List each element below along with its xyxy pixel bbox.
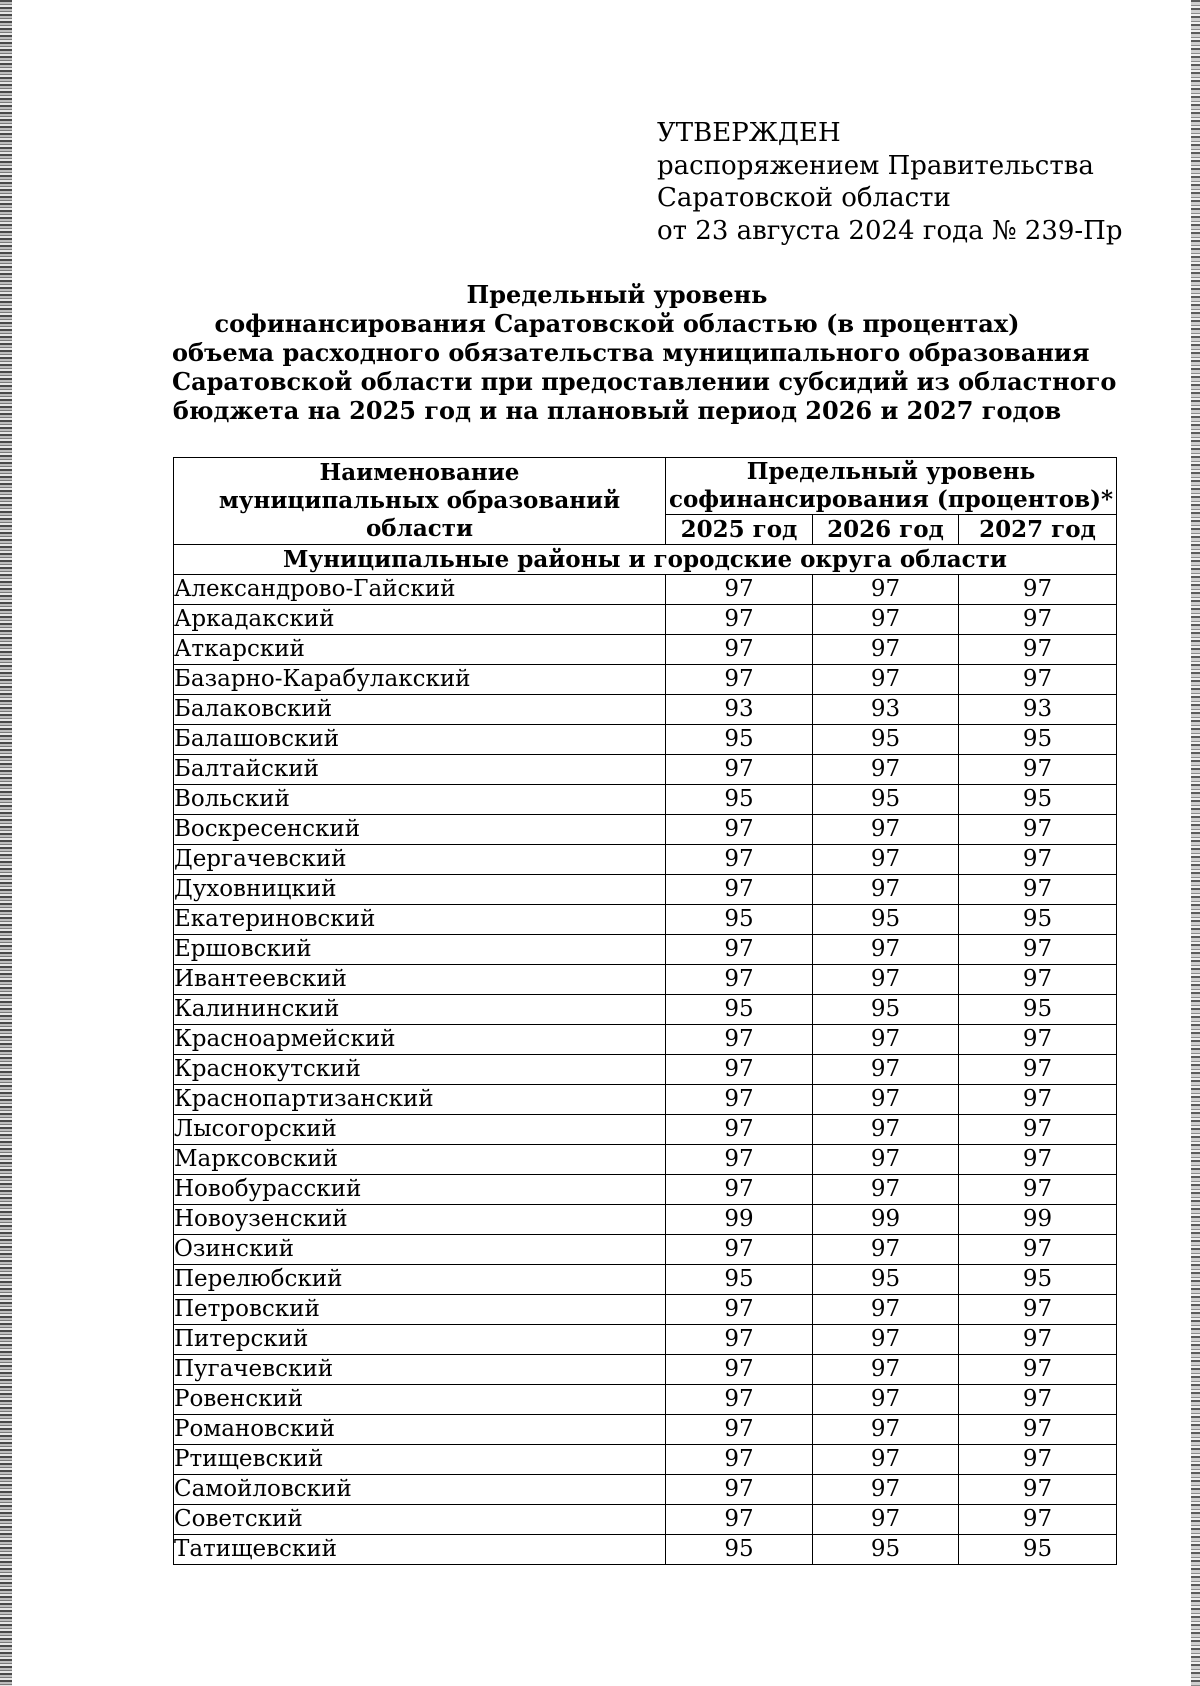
- municipality-name-cell: Балашовский: [174, 725, 666, 755]
- cofinancing-2027-cell: 97: [959, 1025, 1117, 1055]
- cofinancing-2026-cell: 95: [813, 785, 959, 815]
- title-line-4: Саратовской области при предоставлении субсидий из областного: [172, 367, 1117, 396]
- municipality-name-cell: Красноармейский: [174, 1025, 666, 1055]
- header-name-line-1: Наименование: [319, 459, 520, 486]
- approval-date-line: от 23 августа 2024 года № 239-Пр: [657, 215, 1123, 246]
- cofinancing-2026-cell: 95: [813, 995, 959, 1025]
- cofinancing-2027-cell: 97: [959, 875, 1117, 905]
- table-row: [174, 665, 1117, 695]
- table-row: [174, 605, 1117, 635]
- cofinancing-2025-cell: 97: [666, 965, 813, 995]
- cofinancing-2026-cell: 93: [813, 695, 959, 725]
- cofinancing-2026-cell: 97: [813, 1505, 959, 1535]
- cofinancing-2027-cell: 97: [959, 1145, 1117, 1175]
- municipality-name-cell: Дергачевский: [174, 845, 666, 875]
- cofinancing-2025-cell: 97: [666, 1355, 813, 1385]
- municipality-name-cell: Советский: [174, 1505, 666, 1535]
- cofinancing-2027-cell: 97: [959, 665, 1117, 695]
- table-row: [174, 1175, 1117, 1205]
- cofinancing-2025-cell: 95: [666, 995, 813, 1025]
- header-level-cell: [666, 458, 1117, 515]
- municipality-name-cell: Питерский: [174, 1325, 666, 1355]
- municipality-name-cell: Ровенский: [174, 1385, 666, 1415]
- cofinancing-2025-cell: 97: [666, 1295, 813, 1325]
- year-2027-header: 2027 год: [959, 515, 1117, 545]
- cofinancing-2026-cell: 97: [813, 1475, 959, 1505]
- cofinancing-2026-cell: 97: [813, 635, 959, 665]
- table-row: [174, 995, 1117, 1025]
- cofinancing-2027-cell: 95: [959, 905, 1117, 935]
- scan-edge-left: [0, 0, 12, 1686]
- municipality-name-cell: Новобурасский: [174, 1175, 666, 1205]
- cofinancing-2025-cell: 97: [666, 665, 813, 695]
- cofinancing-2025-cell: 97: [666, 1235, 813, 1265]
- cofinancing-2026-cell: 97: [813, 845, 959, 875]
- municipality-name-cell: Базарно-Карабулакский: [174, 665, 666, 695]
- cofinancing-2026-cell: 97: [813, 1025, 959, 1055]
- cofinancing-2027-cell: 99: [959, 1205, 1117, 1235]
- cofinancing-2025-cell: 97: [666, 635, 813, 665]
- cofinancing-2026-cell: 97: [813, 1295, 959, 1325]
- cofinancing-2027-cell: 93: [959, 695, 1117, 725]
- cofinancing-2025-cell: 97: [666, 605, 813, 635]
- cofinancing-2026-cell: 95: [813, 1265, 959, 1295]
- cofinancing-2025-cell: 97: [666, 1505, 813, 1535]
- municipality-name-cell: Ивантеевский: [174, 965, 666, 995]
- cofinancing-2027-cell: 97: [959, 575, 1117, 605]
- table-row: [174, 905, 1117, 935]
- table-row: [174, 845, 1117, 875]
- municipality-name-cell: Аткарский: [174, 635, 666, 665]
- cofinancing-2026-cell: 97: [813, 605, 959, 635]
- cofinancing-2025-cell: 97: [666, 815, 813, 845]
- cofinancing-2025-cell: 97: [666, 875, 813, 905]
- table-row: [174, 1115, 1117, 1145]
- municipality-name-cell: Духовницкий: [174, 875, 666, 905]
- table-row: [174, 1055, 1117, 1085]
- cofinancing-2026-cell: 97: [813, 755, 959, 785]
- cofinancing-2026-cell: 99: [813, 1205, 959, 1235]
- cofinancing-2026-cell: 97: [813, 1385, 959, 1415]
- cofinancing-2027-cell: 97: [959, 635, 1117, 665]
- municipality-name-cell: Перелюбский: [174, 1265, 666, 1295]
- cofinancing-2027-cell: 97: [959, 755, 1117, 785]
- cofinancing-2027-cell: 97: [959, 1385, 1117, 1415]
- approval-order-line: распоряжением Правительства: [657, 150, 1094, 181]
- cofinancing-2025-cell: 97: [666, 1325, 813, 1355]
- cofinancing-2026-cell: 97: [813, 935, 959, 965]
- cofinancing-2025-cell: 95: [666, 785, 813, 815]
- cofinancing-2027-cell: 95: [959, 785, 1117, 815]
- cofinancing-2027-cell: 97: [959, 1445, 1117, 1475]
- table-row: [174, 635, 1117, 665]
- municipality-name-cell: Пугачевский: [174, 1355, 666, 1385]
- cofinancing-2025-cell: 97: [666, 1475, 813, 1505]
- cofinancing-2026-cell: 97: [813, 1115, 959, 1145]
- municipality-name-cell: Марксовский: [174, 1145, 666, 1175]
- cofinancing-2025-cell: 97: [666, 755, 813, 785]
- cofinancing-2026-cell: 97: [813, 965, 959, 995]
- header-name-line-2: муниципальных образований области: [218, 487, 621, 542]
- table-row: [174, 965, 1117, 995]
- section-row: [174, 545, 1117, 575]
- municipality-name-cell: Балаковский: [174, 695, 666, 725]
- cofinancing-2026-cell: 97: [813, 1175, 959, 1205]
- cofinancing-2026-cell: 97: [813, 1235, 959, 1265]
- municipality-name-cell: Романовский: [174, 1415, 666, 1445]
- table-row: [174, 1325, 1117, 1355]
- cofinancing-2026-cell: 97: [813, 1085, 959, 1115]
- cofinancing-2027-cell: 95: [959, 1265, 1117, 1295]
- table-row: [174, 1025, 1117, 1055]
- section-title: Муниципальные районы и городские округа области: [174, 545, 1117, 575]
- document-title: [172, 280, 1117, 425]
- cofinancing-2026-cell: 97: [813, 1325, 959, 1355]
- cofinancing-2025-cell: 97: [666, 845, 813, 875]
- cofinancing-2027-cell: 97: [959, 965, 1117, 995]
- municipality-name-cell: Вольский: [174, 785, 666, 815]
- table-row: [174, 1415, 1117, 1445]
- table-row: [174, 1145, 1117, 1175]
- municipality-name-cell: Краснокутский: [174, 1055, 666, 1085]
- cofinancing-2026-cell: 97: [813, 1415, 959, 1445]
- cofinancing-2027-cell: 97: [959, 1355, 1117, 1385]
- cofinancing-2027-cell: 97: [959, 1115, 1117, 1145]
- cofinancing-2026-cell: 97: [813, 1355, 959, 1385]
- municipality-name-cell: Татищевский: [174, 1535, 666, 1565]
- scan-edge-right: [1191, 0, 1200, 1686]
- cofinancing-2027-cell: 97: [959, 605, 1117, 635]
- cofinancing-2026-cell: 97: [813, 875, 959, 905]
- table-row: [174, 785, 1117, 815]
- cofinancing-2027-cell: 95: [959, 1535, 1117, 1565]
- municipality-name-cell: Балтайский: [174, 755, 666, 785]
- cofinancing-2025-cell: 97: [666, 1145, 813, 1175]
- municipality-name-cell: Екатериновский: [174, 905, 666, 935]
- cofinancing-2025-cell: 97: [666, 1445, 813, 1475]
- municipality-name-cell: Ртищевский: [174, 1445, 666, 1475]
- cofinancing-2025-cell: 97: [666, 935, 813, 965]
- table-row: [174, 1235, 1117, 1265]
- cofinancing-2027-cell: 97: [959, 1415, 1117, 1445]
- table-row: [174, 575, 1117, 605]
- header-name-cell: [174, 458, 666, 545]
- cofinancing-2027-cell: 97: [959, 1085, 1117, 1115]
- table-row: [174, 695, 1117, 725]
- municipality-name-cell: Петровский: [174, 1295, 666, 1325]
- table-row: [174, 1445, 1117, 1475]
- table-row: [174, 1475, 1117, 1505]
- cofinancing-2026-cell: 97: [813, 1145, 959, 1175]
- cofinancing-2027-cell: 97: [959, 1325, 1117, 1355]
- cofinancing-2025-cell: 97: [666, 1385, 813, 1415]
- table-row: [174, 1295, 1117, 1325]
- approval-stamp-block: [657, 117, 1123, 247]
- cofinancing-2027-cell: 97: [959, 1175, 1117, 1205]
- cofinancing-2025-cell: 97: [666, 575, 813, 605]
- year-2026-header: 2026 год: [813, 515, 959, 545]
- cofinancing-2027-cell: 95: [959, 995, 1117, 1025]
- cofinancing-2027-cell: 95: [959, 725, 1117, 755]
- cofinancing-2026-cell: 97: [813, 815, 959, 845]
- year-2025-header: 2025 год: [666, 515, 813, 545]
- cofinancing-2027-cell: 97: [959, 1235, 1117, 1265]
- cofinancing-2026-cell: 95: [813, 1535, 959, 1565]
- cofinancing-2025-cell: 99: [666, 1205, 813, 1235]
- cofinancing-2025-cell: 97: [666, 1415, 813, 1445]
- cofinancing-2026-cell: 97: [813, 1055, 959, 1085]
- cofinancing-2027-cell: 97: [959, 1475, 1117, 1505]
- table-row: [174, 1355, 1117, 1385]
- cofinancing-2027-cell: 97: [959, 1505, 1117, 1535]
- municipality-name-cell: Воскресенский: [174, 815, 666, 845]
- table-row: [174, 1505, 1117, 1535]
- municipality-name-cell: Калининский: [174, 995, 666, 1025]
- municipality-name-cell: Аркадакский: [174, 605, 666, 635]
- cofinancing-2025-cell: 97: [666, 1055, 813, 1085]
- table-row: [174, 875, 1117, 905]
- municipality-name-cell: Лысогорский: [174, 1115, 666, 1145]
- cofinancing-2027-cell: 97: [959, 845, 1117, 875]
- cofinancing-2026-cell: 97: [813, 575, 959, 605]
- table-row: [174, 755, 1117, 785]
- cofinancing-2027-cell: 97: [959, 1295, 1117, 1325]
- title-line-1: Предельный уровень: [466, 280, 768, 309]
- cofinancing-2026-cell: 97: [813, 665, 959, 695]
- cofinancing-2026-cell: 97: [813, 1445, 959, 1475]
- cofinancing-2025-cell: 97: [666, 1085, 813, 1115]
- municipality-name-cell: Александрово-Гайский: [174, 575, 666, 605]
- municipality-name-cell: Ершовский: [174, 935, 666, 965]
- table-row: [174, 1085, 1117, 1115]
- table-row: [174, 1205, 1117, 1235]
- cofinancing-2027-cell: 97: [959, 1055, 1117, 1085]
- table-row: [174, 815, 1117, 845]
- approval-heading: УТВЕРЖДЕН: [657, 118, 841, 148]
- table-row: [174, 1265, 1117, 1295]
- cofinancing-2025-cell: 93: [666, 695, 813, 725]
- cofinancing-2025-cell: 97: [666, 1175, 813, 1205]
- municipality-name-cell: Краснопартизанский: [174, 1085, 666, 1115]
- municipality-name-cell: Самойловский: [174, 1475, 666, 1505]
- title-line-2: софинансирования Саратовской областью (в процентах): [214, 309, 1020, 338]
- municipality-name-cell: Озинский: [174, 1235, 666, 1265]
- cofinancing-2025-cell: 95: [666, 905, 813, 935]
- cofinancing-2027-cell: 97: [959, 935, 1117, 965]
- title-line-3: объема расходного обязательства муниципального образования: [172, 338, 1090, 367]
- cofinancing-2025-cell: 97: [666, 1115, 813, 1145]
- table-row: [174, 1535, 1117, 1565]
- table-header-row: [174, 458, 1117, 515]
- cofinancing-2025-cell: 95: [666, 1265, 813, 1295]
- municipality-name-cell: Новоузенский: [174, 1205, 666, 1235]
- cofinancing-2027-cell: 97: [959, 815, 1117, 845]
- cofinancing-2025-cell: 97: [666, 1025, 813, 1055]
- table-row: [174, 1385, 1117, 1415]
- cofinancing-2026-cell: 95: [813, 725, 959, 755]
- title-line-5: бюджета на 2025 год и на плановый период 2026 и 2027 годов: [172, 396, 1062, 425]
- table-row: [174, 725, 1117, 755]
- cofinancing-2026-cell: 95: [813, 905, 959, 935]
- header-level-line-2: софинансирования (процентов)*: [668, 486, 1114, 513]
- cofinancing-table: [173, 457, 1117, 1565]
- cofinancing-2025-cell: 95: [666, 725, 813, 755]
- header-level-line-1: Предельный уровень: [746, 458, 1036, 485]
- table-row: [174, 935, 1117, 965]
- cofinancing-2025-cell: 95: [666, 1535, 813, 1565]
- approval-region-line: Саратовской области: [657, 183, 951, 213]
